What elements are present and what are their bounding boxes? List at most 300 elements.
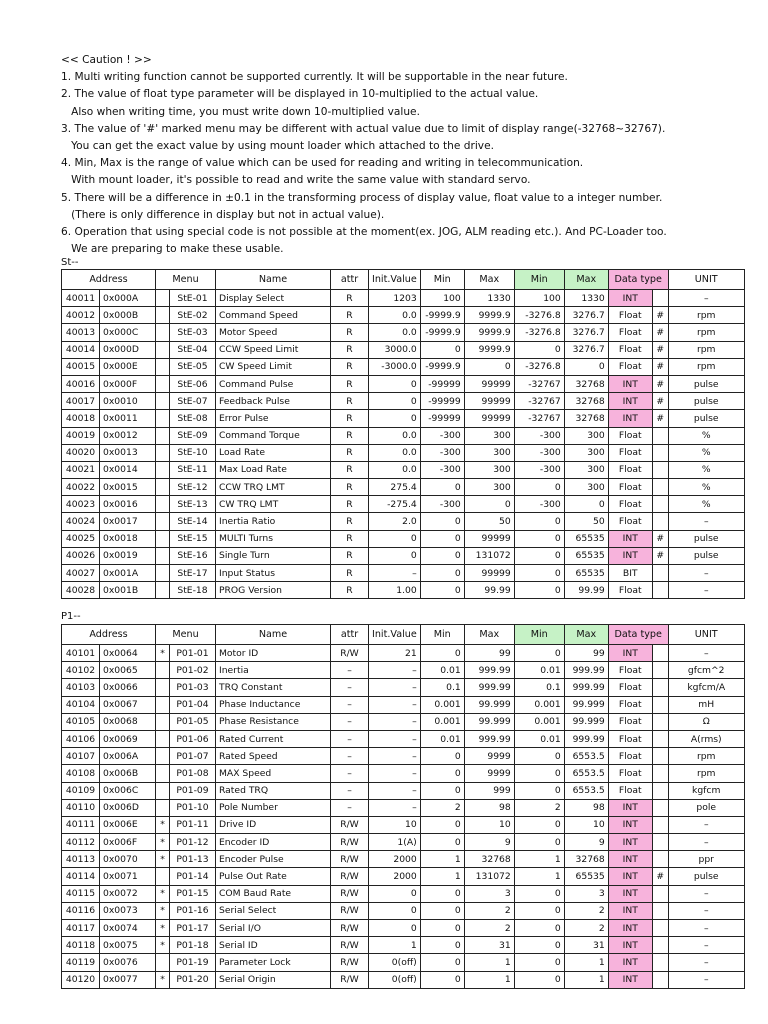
column-header: attr — [331, 270, 369, 290]
table-row — [62, 679, 745, 696]
table-row — [62, 851, 745, 868]
table-cell: P01-01 — [170, 645, 216, 662]
table-cell: 300 — [464, 479, 514, 496]
table-cell: – — [369, 696, 421, 713]
table-cell: Float — [608, 324, 652, 341]
column-header: Min — [514, 625, 564, 645]
table-cell: rpm — [668, 358, 744, 375]
table-cell: – — [369, 679, 421, 696]
table-cell: Pole Number — [216, 799, 331, 816]
table-cell: 6553.5 — [564, 782, 608, 799]
table-cell: 0 — [420, 885, 464, 902]
table-cell — [156, 582, 170, 599]
table-cell: P01-09 — [170, 782, 216, 799]
table-cell: – — [331, 730, 369, 747]
table-cell: * — [156, 937, 170, 954]
table-cell: – — [369, 765, 421, 782]
table-cell: P01-04 — [170, 696, 216, 713]
caution-notes — [61, 52, 761, 258]
table-cell: 2 — [464, 902, 514, 919]
table-cell — [652, 565, 668, 582]
table-cell: 98 — [464, 799, 514, 816]
table-cell: 40013 — [62, 324, 100, 341]
column-header: Name — [216, 625, 331, 645]
table-cell — [652, 748, 668, 765]
table-cell: – — [331, 765, 369, 782]
table-cell: Float — [608, 679, 652, 696]
table-cell: INT — [608, 971, 652, 988]
table-cell: R/W — [331, 834, 369, 851]
table-cell: 98 — [564, 799, 608, 816]
table-cell: Command Torque — [216, 427, 331, 444]
table-cell: 40018 — [62, 410, 100, 427]
table-cell: P01-16 — [170, 902, 216, 919]
table-cell — [156, 748, 170, 765]
table-cell: P01-20 — [170, 971, 216, 988]
table-cell: rpm — [668, 307, 744, 324]
table-cell: 999.99 — [564, 662, 608, 679]
table-cell: 40114 — [62, 868, 100, 885]
table-cell: R — [331, 375, 369, 392]
table-cell: Float — [608, 765, 652, 782]
table-cell: 0x0015 — [100, 479, 156, 496]
table-cell — [156, 358, 170, 375]
table-cell: -300 — [514, 496, 564, 513]
table-cell: -300 — [514, 444, 564, 461]
table-cell: 0 — [369, 547, 421, 564]
table-cell: R/W — [331, 885, 369, 902]
column-header: Address — [62, 625, 156, 645]
table-cell — [156, 496, 170, 513]
table-cell: # — [652, 410, 668, 427]
table-cell: 99999 — [464, 530, 514, 547]
table-cell — [652, 799, 668, 816]
table-cell: 0 — [369, 375, 421, 392]
table-cell: 0 — [420, 748, 464, 765]
table-cell: INT — [608, 868, 652, 885]
table-cell: 0 — [564, 358, 608, 375]
table-cell: 0 — [514, 341, 564, 358]
table-row — [62, 696, 745, 713]
table-cell: 999.99 — [564, 679, 608, 696]
table-cell: 99.999 — [564, 713, 608, 730]
table-cell — [156, 679, 170, 696]
table-cell: 0 — [420, 920, 464, 937]
table-cell: % — [668, 444, 744, 461]
table-cell: 300 — [564, 479, 608, 496]
table-cell — [652, 937, 668, 954]
table-cell: 300 — [564, 461, 608, 478]
table-cell: 0.001 — [514, 696, 564, 713]
table-cell: StE-02 — [170, 307, 216, 324]
table-cell: CW TRQ LMT — [216, 496, 331, 513]
table-cell: -3276.8 — [514, 324, 564, 341]
table-cell: 999 — [464, 782, 514, 799]
table-cell: – — [668, 582, 744, 599]
table-row — [62, 547, 745, 564]
table-cell: 32768 — [564, 393, 608, 410]
table-cell: 99 — [464, 645, 514, 662]
table-cell: P01-06 — [170, 730, 216, 747]
table-cell: – — [369, 748, 421, 765]
table-cell: Serial Select — [216, 902, 331, 919]
table-cell: 40028 — [62, 582, 100, 599]
table-cell: 32768 — [564, 851, 608, 868]
table-cell: 9999.9 — [464, 324, 514, 341]
table-cell: 0.01 — [514, 730, 564, 747]
column-header: Min — [420, 270, 464, 290]
table-row — [62, 885, 745, 902]
table-cell: R — [331, 530, 369, 547]
table-cell: 3276.7 — [564, 324, 608, 341]
table-cell: 40020 — [62, 444, 100, 461]
table-cell: INT — [608, 954, 652, 971]
table-cell: R — [331, 393, 369, 410]
column-header: Max — [564, 270, 608, 290]
table-cell: 0 — [420, 782, 464, 799]
table-cell: INT — [608, 393, 652, 410]
table-cell — [156, 307, 170, 324]
table-cell: R — [331, 324, 369, 341]
table-cell: 0x006B — [100, 765, 156, 782]
table-cell: Drive ID — [216, 816, 331, 833]
table-cell: pulse — [668, 410, 744, 427]
table-cell: 0x0013 — [100, 444, 156, 461]
table-cell: 99.99 — [564, 582, 608, 599]
table-cell: BIT — [608, 565, 652, 582]
table-cell: 0 — [420, 565, 464, 582]
table-row — [62, 765, 745, 782]
table-cell: 0x0070 — [100, 851, 156, 868]
table-cell: 32768 — [464, 851, 514, 868]
table-cell: – — [369, 799, 421, 816]
table-cell: 65535 — [564, 547, 608, 564]
table-cell: 0x006F — [100, 834, 156, 851]
table-cell: 0x0074 — [100, 920, 156, 937]
table-cell: 40023 — [62, 496, 100, 513]
table-cell: Rated Speed — [216, 748, 331, 765]
table-cell: P01-02 — [170, 662, 216, 679]
table-cell: 0 — [514, 479, 564, 496]
table-cell: – — [668, 645, 744, 662]
table-cell: 0x0018 — [100, 530, 156, 547]
table-cell: 0x0077 — [100, 971, 156, 988]
table-cell: 999.99 — [464, 730, 514, 747]
table-cell — [156, 713, 170, 730]
table-cell — [652, 645, 668, 662]
table-cell: 40115 — [62, 885, 100, 902]
table-cell: 3 — [564, 885, 608, 902]
table-row — [62, 307, 745, 324]
table-cell: 0x0017 — [100, 513, 156, 530]
table-cell: 1(A) — [369, 834, 421, 851]
table-cell: R — [331, 582, 369, 599]
table-cell: P01-17 — [170, 920, 216, 937]
table-cell: 0.01 — [420, 730, 464, 747]
note-line: 5. There will be a difference in ±0.1 in the transforming process of display value, float value to a integer number. — [61, 191, 663, 204]
table-cell: R — [331, 479, 369, 496]
table-cell: 1 — [464, 971, 514, 988]
table-row — [62, 375, 745, 392]
column-header: Name — [216, 270, 331, 290]
table-cell: -300 — [514, 461, 564, 478]
table-cell — [652, 971, 668, 988]
table-cell: StE-10 — [170, 444, 216, 461]
table-cell: R — [331, 410, 369, 427]
note-line: You can get the exact value by using mount loader which attached to the drive. — [61, 140, 494, 153]
table-cell: 1203 — [369, 290, 421, 307]
table-cell: 0.1 — [420, 679, 464, 696]
table-cell: 300 — [464, 461, 514, 478]
table-cell: 9 — [464, 834, 514, 851]
table-cell: – — [369, 713, 421, 730]
table-cell: 0.0 — [369, 461, 421, 478]
table-cell: % — [668, 496, 744, 513]
table-cell: 2.0 — [369, 513, 421, 530]
table-cell: 1 — [464, 954, 514, 971]
table-cell: 0.001 — [514, 713, 564, 730]
table-cell: 0x006A — [100, 748, 156, 765]
table-cell: % — [668, 461, 744, 478]
table-cell: INT — [608, 547, 652, 564]
note-line: (There is only difference in display but not in actual value). — [61, 208, 385, 221]
table-cell: 1 — [514, 868, 564, 885]
column-header: Init.Value — [369, 270, 421, 290]
table-cell: 0x0071 — [100, 868, 156, 885]
table-cell: % — [668, 427, 744, 444]
table-cell: 40103 — [62, 679, 100, 696]
table-cell: INT — [608, 530, 652, 547]
table-header-row — [62, 625, 745, 645]
table-cell — [156, 565, 170, 582]
table-cell — [652, 582, 668, 599]
note-line: Also when writing time, you must write down 10-multiplied value. — [61, 105, 420, 118]
table-cell: Motor ID — [216, 645, 331, 662]
table-cell: Load Rate — [216, 444, 331, 461]
table-cell: % — [668, 479, 744, 496]
table-cell: 0 — [369, 410, 421, 427]
table-cell: 0 — [369, 902, 421, 919]
table-cell: -275.4 — [369, 496, 421, 513]
table-cell: 1 — [564, 954, 608, 971]
table-cell: 6553.5 — [564, 765, 608, 782]
table-cell — [156, 868, 170, 885]
table-cell: 40111 — [62, 816, 100, 833]
table-cell: Float — [608, 444, 652, 461]
table-cell: 0 — [514, 885, 564, 902]
table-cell: 99 — [564, 645, 608, 662]
table-cell — [156, 662, 170, 679]
table-cell: 0 — [420, 902, 464, 919]
table-cell: R/W — [331, 645, 369, 662]
table-cell: rpm — [668, 765, 744, 782]
table-cell: Float — [608, 513, 652, 530]
table-cell: 0x0012 — [100, 427, 156, 444]
table-cell — [652, 851, 668, 868]
table-cell: Command Speed — [216, 307, 331, 324]
table-cell: – — [668, 971, 744, 988]
table-cell: 32768 — [564, 410, 608, 427]
table-cell: ppr — [668, 851, 744, 868]
table-cell: 0x000B — [100, 307, 156, 324]
table-cell: 300 — [564, 427, 608, 444]
table-cell — [156, 547, 170, 564]
table-cell: 0 — [514, 582, 564, 599]
table-cell: 0 — [420, 816, 464, 833]
table-cell: 0x0016 — [100, 496, 156, 513]
table-cell: 65535 — [564, 565, 608, 582]
table-cell: 40024 — [62, 513, 100, 530]
table-cell: -99999 — [420, 410, 464, 427]
table-cell: 0x0064 — [100, 645, 156, 662]
table-cell: 999.99 — [564, 730, 608, 747]
table-row — [62, 937, 745, 954]
table-cell — [156, 410, 170, 427]
table-cell: 0 — [514, 954, 564, 971]
table-cell: 31 — [564, 937, 608, 954]
table-cell: -300 — [420, 461, 464, 478]
table-cell: 40012 — [62, 307, 100, 324]
table-cell: 40025 — [62, 530, 100, 547]
table-cell: 0x0075 — [100, 937, 156, 954]
table-cell: 0 — [514, 565, 564, 582]
table-cell: * — [156, 885, 170, 902]
table-cell: * — [156, 920, 170, 937]
table-cell: R — [331, 513, 369, 530]
table-cell: 21 — [369, 645, 421, 662]
table-cell: R — [331, 358, 369, 375]
table-cell: – — [668, 290, 744, 307]
table-cell: Command Pulse — [216, 375, 331, 392]
table-cell: Serial ID — [216, 937, 331, 954]
table-cell: 0.001 — [420, 713, 464, 730]
table-row — [62, 444, 745, 461]
table-cell: 0 — [514, 530, 564, 547]
table-cell: – — [668, 513, 744, 530]
table-cell: -300 — [514, 427, 564, 444]
table-cell: PROG Version — [216, 582, 331, 599]
column-header: Menu — [156, 625, 216, 645]
table-cell: 0 — [420, 834, 464, 851]
table-cell: 0x0072 — [100, 885, 156, 902]
table-cell: 1 — [514, 851, 564, 868]
table-cell: Motor Speed — [216, 324, 331, 341]
table-cell: – — [369, 565, 421, 582]
table-cell: # — [652, 393, 668, 410]
table-cell — [156, 324, 170, 341]
table-row — [62, 582, 745, 599]
table-cell: 0x000C — [100, 324, 156, 341]
table-cell: 0 — [420, 645, 464, 662]
table-cell: Float — [608, 582, 652, 599]
table-cell: 0 — [514, 834, 564, 851]
table-cell: # — [652, 868, 668, 885]
table-cell: kgfcm/A — [668, 679, 744, 696]
table-cell: 999.99 — [464, 679, 514, 696]
table-row — [62, 713, 745, 730]
table-cell: 50 — [564, 513, 608, 530]
table-cell: pulse — [668, 393, 744, 410]
table-row — [62, 954, 745, 971]
column-header: Address — [62, 270, 156, 290]
table-cell: – — [369, 782, 421, 799]
column-header: Min — [514, 270, 564, 290]
table-cell: – — [331, 782, 369, 799]
table-cell: 0 — [420, 937, 464, 954]
table-cell: Float — [608, 307, 652, 324]
table-cell: – — [331, 713, 369, 730]
table-cell: pulse — [668, 530, 744, 547]
table-cell — [156, 461, 170, 478]
table-cell: Phase Resistance — [216, 713, 331, 730]
table-cell: – — [668, 902, 744, 919]
table-row — [62, 730, 745, 747]
table-row — [62, 902, 745, 919]
table-cell: – — [331, 662, 369, 679]
table-cell: 40120 — [62, 971, 100, 988]
table-cell: -32767 — [514, 410, 564, 427]
table-cell: -3000.0 — [369, 358, 421, 375]
table-cell: 1 — [420, 851, 464, 868]
column-header: UNIT — [668, 625, 744, 645]
table-cell — [652, 885, 668, 902]
column-header: Data type — [608, 625, 668, 645]
section-label-p1: P1-- — [61, 611, 81, 622]
table-cell: P01-11 — [170, 816, 216, 833]
table-row — [62, 341, 745, 358]
table-cell — [652, 834, 668, 851]
section-label-st: St-- — [61, 257, 79, 268]
table-cell: * — [156, 902, 170, 919]
table-cell: 0.0 — [369, 444, 421, 461]
table-cell: 0 — [514, 920, 564, 937]
table-cell: -9999.9 — [420, 324, 464, 341]
table-cell: 0 — [369, 530, 421, 547]
table-cell: INT — [608, 290, 652, 307]
table-cell: 3 — [464, 885, 514, 902]
table-cell: Encoder Pulse — [216, 851, 331, 868]
table-cell: StE-09 — [170, 427, 216, 444]
table-cell: 99.999 — [564, 696, 608, 713]
table-cell: 65535 — [564, 530, 608, 547]
table-cell — [156, 696, 170, 713]
table-cell: 40113 — [62, 851, 100, 868]
table-cell: rpm — [668, 341, 744, 358]
table-cell: A(rms) — [668, 730, 744, 747]
table-cell: P01-12 — [170, 834, 216, 851]
table-cell: 100 — [514, 290, 564, 307]
table-cell: 9 — [564, 834, 608, 851]
table-cell: 0 — [514, 765, 564, 782]
table-cell: R/W — [331, 937, 369, 954]
table-cell: StE-16 — [170, 547, 216, 564]
table-cell: TRQ Constant — [216, 679, 331, 696]
table-cell: rpm — [668, 324, 744, 341]
table-row — [62, 479, 745, 496]
table-cell: COM Baud Rate — [216, 885, 331, 902]
table-cell — [652, 730, 668, 747]
table-cell — [652, 902, 668, 919]
table-cell: – — [668, 954, 744, 971]
table-cell: 1.00 — [369, 582, 421, 599]
table-cell: 0 — [514, 902, 564, 919]
table-cell: # — [652, 358, 668, 375]
table-cell: R/W — [331, 920, 369, 937]
table-cell: 0 — [464, 496, 514, 513]
table-cell: 0x0019 — [100, 547, 156, 564]
table-cell: Float — [608, 730, 652, 747]
table-cell: Float — [608, 696, 652, 713]
